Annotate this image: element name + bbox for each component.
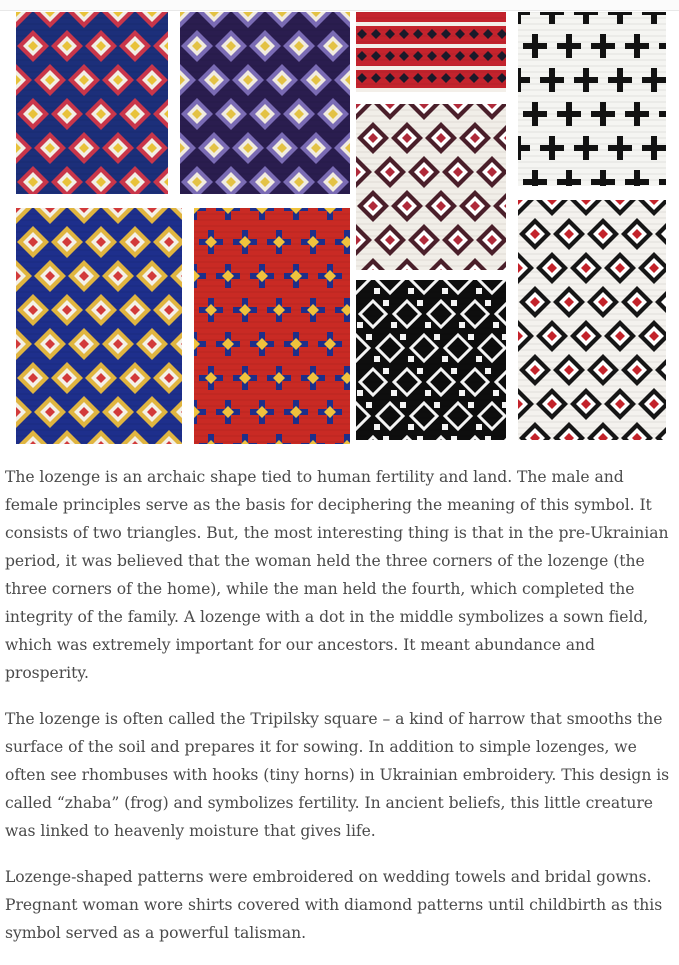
embroidery-tile-3 [356,12,506,92]
paragraph-tripilsky-square: The lozenge is often called the Tripilsky square – a kind of harrow that smooths the surface of the soil and prepares it for sowing. In addition to simple lozenges, we often see rhombuses with hooks (tiny horns) in Ukrainian embroidery. This design is called “zhaba” (frog) and symbolizes fertility. In ancient beliefs, this little creature was linked to heavenly moisture that gives life. [5,710,670,840]
top-border [0,0,679,11]
paragraph-wedding-patterns: Lozenge-shaped patterns were embroidered on wedding towels and bridal gowns. Pregnant woman wore shirts covered with diamond patterns until childbirth as this symbol served as a powerful talisman. [5,868,663,942]
embroidery-image-collage [12,12,666,444]
paragraph-lozenge-meaning: The lozenge is an archaic shape tied to human fertility and land. The male and female principles serve as the basis for deciphering the meaning of this symbol. It consists of two triangles. But, the most interesting thing is that in the pre-Ukrainian period, it was believed that the woman held the three corners of the lozenge (the three corners of the home), while the man held the fourth, which completed the integrity of the family. A lozenge with a dot in the middle symbolizes a sown field, which was extremely important for our ancestors. It meant abundance and prosperity. [5,468,669,682]
article-body [5,463,671,965]
embroidery-tile-8 [356,280,506,440]
embroidery-tile-5 [356,104,506,270]
embroidery-tile-2 [180,12,350,194]
embroidery-tile-1 [16,12,168,194]
embroidery-tile-9 [518,200,666,440]
embroidery-tile-6 [16,208,182,444]
embroidery-tile-4 [518,12,666,186]
embroidery-tile-7 [194,208,350,444]
